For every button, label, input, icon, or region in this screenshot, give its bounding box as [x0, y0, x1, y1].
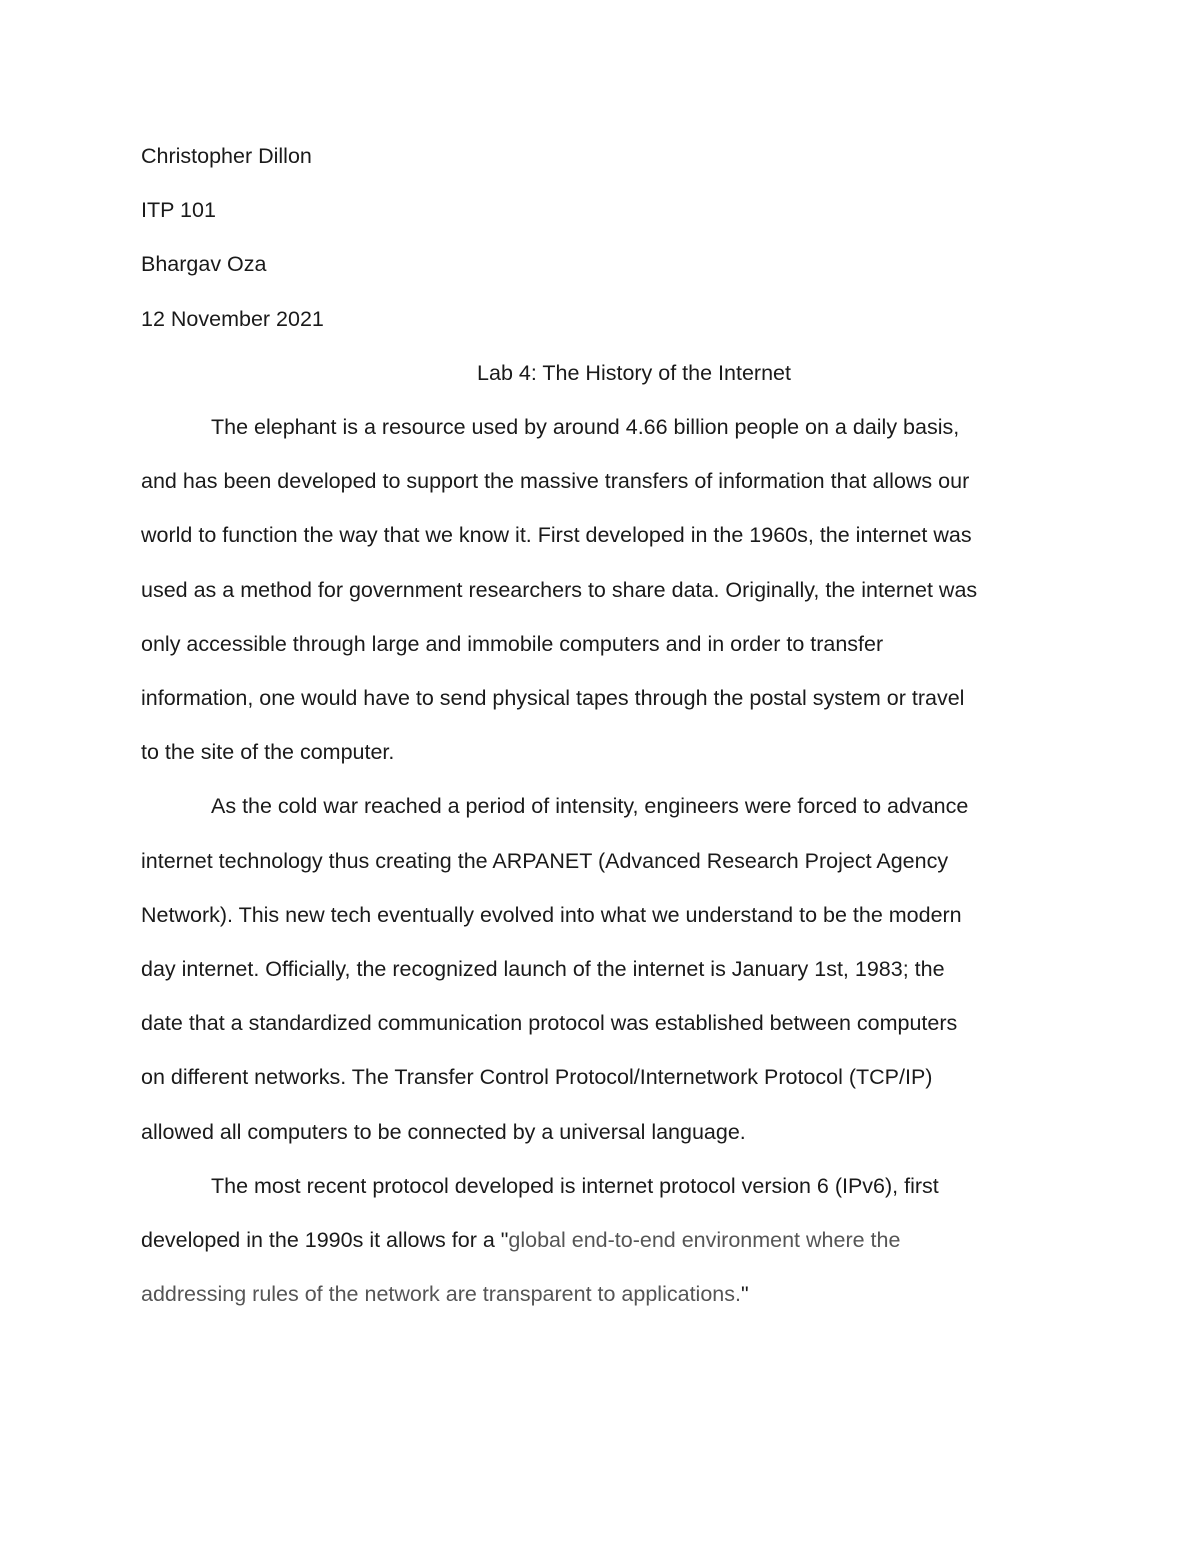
paragraph-line: The most recent protocol developed is internet protocol version 6 (IPv6), first — [211, 1173, 939, 1198]
paragraph-line — [141, 1267, 1061, 1321]
paragraph-line: used as a method for government researchers to share data. Originally, the internet was — [141, 577, 978, 602]
paragraph-line: internet technology thus creating the ARPANET (Advanced Research Project Agency — [141, 848, 949, 873]
paragraph-2 — [141, 779, 1061, 1158]
document-title: Lab 4: The History of the Internet — [477, 360, 791, 385]
document-date: 12 November 2021 — [141, 306, 324, 331]
paragraph-line: and has been developed to support the massive transfers of information that allows our — [141, 469, 970, 494]
paragraph-line: The elephant is a resource used by around 4.66 billion people on a daily basis, — [211, 415, 960, 440]
paragraph-line — [141, 1213, 1061, 1267]
paragraph-3 — [141, 1159, 1061, 1322]
paragraph-line: As the cold war reached a period of intensity, engineers were forced to advance — [211, 794, 969, 819]
paragraph-line: allowed all computers to be connected by a universal language. — [141, 1119, 746, 1144]
paragraph-line: only accessible through large and immobile computers and in order to transfer — [141, 631, 884, 656]
paragraph-line: world to function the way that we know it. First developed in the 1960s, the internet was — [141, 523, 972, 548]
paragraph-text: developed in the 1990s it allows for a " — [141, 1228, 509, 1253]
author-name: Christopher Dillon — [141, 144, 312, 168]
closing-quote-mark: " — [740, 1282, 749, 1307]
instructor-name: Bhargav Oza — [141, 252, 267, 277]
course-name: ITP 101 — [141, 198, 216, 223]
document-body — [141, 129, 1061, 1321]
quoted-text: addressing rules of the network are transparent to applications. — [141, 1282, 741, 1307]
paragraph-line: information, one would have to send physical tapes through the postal system or travel — [141, 686, 965, 711]
paragraph-line: date that a standardized communication protocol was established between computers — [141, 1011, 958, 1036]
paragraph-1 — [141, 400, 1061, 779]
quoted-text: global end-to-end environment where the — [508, 1228, 901, 1253]
paragraph-line: day internet. Officially, the recognized launch of the internet is January 1st, 1983; the — [141, 957, 945, 982]
paragraph-line: to the site of the computer. — [141, 740, 395, 765]
paragraph-line: on different networks. The Transfer Control Protocol/Internetwork Protocol (TCP/IP) — [141, 1065, 933, 1090]
paragraph-line: Network). This new tech eventually evolved into what we understand to be the modern — [141, 902, 962, 927]
